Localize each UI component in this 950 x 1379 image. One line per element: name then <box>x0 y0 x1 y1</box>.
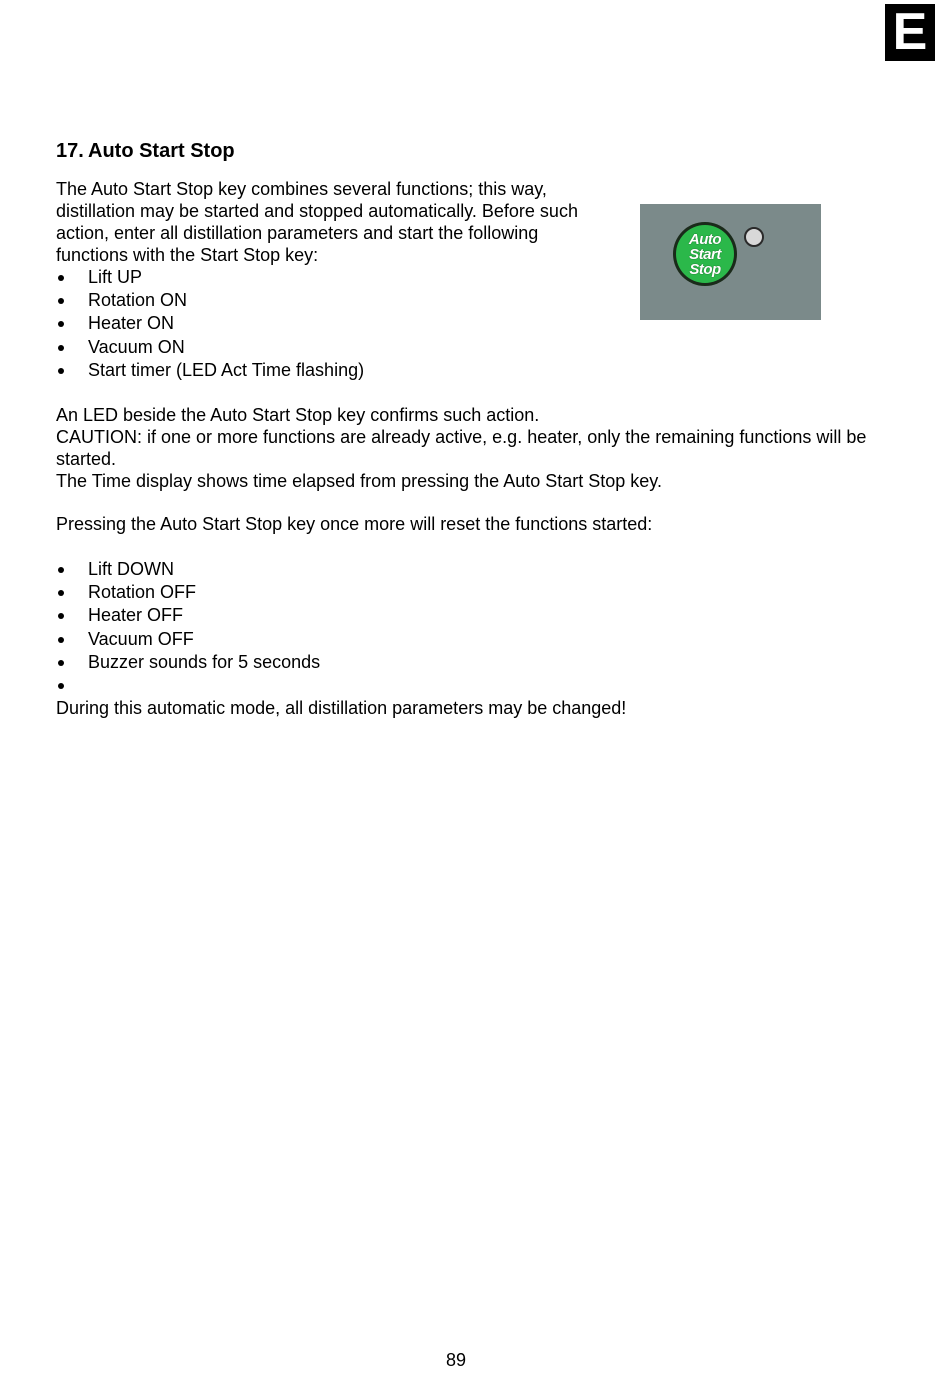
list-item-text: Vacuum ON <box>88 336 185 357</box>
key-face <box>676 225 734 283</box>
page-number: 89 <box>445 1350 467 1370</box>
led-note: An LED beside the Auto Start Stop key confirms such action. <box>56 405 540 425</box>
section-heading <box>56 139 235 163</box>
list-item <box>56 336 364 359</box>
list-item <box>56 289 364 312</box>
led-indicator-icon <box>744 227 764 247</box>
list-item-text: Vacuum OFF <box>88 628 194 649</box>
list-item <box>56 558 320 581</box>
list-item <box>56 266 364 289</box>
list-item-text: Heater ON <box>88 313 175 334</box>
list-item-text: Start timer (LED Act Time flashing) <box>88 359 365 380</box>
bullet-icon <box>58 590 64 596</box>
auto-start-stop-key-icon <box>673 222 737 286</box>
bullet-icon <box>58 368 64 374</box>
list-item-text: Rotation ON <box>88 290 188 311</box>
reset-intro: Pressing the Auto Start Stop key once more will reset the functions started: <box>56 514 653 534</box>
final-note: During this automatic mode, all distillation parameters may be changed! <box>56 698 627 718</box>
bullet-icon <box>58 321 64 327</box>
status-notes <box>56 404 906 492</box>
list-item-text: Lift DOWN <box>88 559 175 579</box>
list-item <box>56 604 320 627</box>
bullet-icon <box>58 660 64 666</box>
list-item <box>56 651 320 674</box>
list-item <box>56 359 364 382</box>
bullet-icon <box>58 298 64 304</box>
key-label-line: Auto <box>688 230 722 248</box>
list-item <box>56 312 364 335</box>
section-number: 17. <box>56 140 84 162</box>
bullet-icon <box>58 683 64 689</box>
list-item <box>56 581 320 604</box>
key-label-line: Start <box>689 245 721 263</box>
list-item <box>56 674 320 697</box>
intro-paragraph: The Auto Start Stop key combines several functions; this way, distillation may be started and stopped automatically. Before such action, enter all distillation parameters and start the following functions with the Start Stop key: <box>56 179 578 265</box>
list-item-text: Lift UP <box>88 267 143 287</box>
key-label-line: Stop <box>689 260 721 278</box>
reset-functions-list <box>56 558 320 697</box>
list-item-text: Rotation OFF <box>88 582 197 603</box>
bullet-icon <box>58 567 64 573</box>
bullet-icon <box>58 637 64 643</box>
caution-note: CAUTION: if one or more functions are already active, e.g. heater, only the remaining functions will be started. <box>56 427 867 469</box>
bullet-icon <box>58 275 64 281</box>
bullet-icon <box>58 613 64 619</box>
list-item-text: Buzzer sounds for 5 seconds <box>88 651 321 672</box>
section-title: Auto Start Stop <box>88 140 235 162</box>
language-tab: E <box>885 4 935 61</box>
list-item <box>56 628 320 651</box>
list-item-text: Heater OFF <box>88 605 184 626</box>
start-functions-list <box>56 266 364 382</box>
auto-start-stop-key-figure <box>640 204 821 320</box>
time-note: The Time display shows time elapsed from pressing the Auto Start Stop key. <box>56 471 662 491</box>
bullet-icon <box>58 345 64 351</box>
